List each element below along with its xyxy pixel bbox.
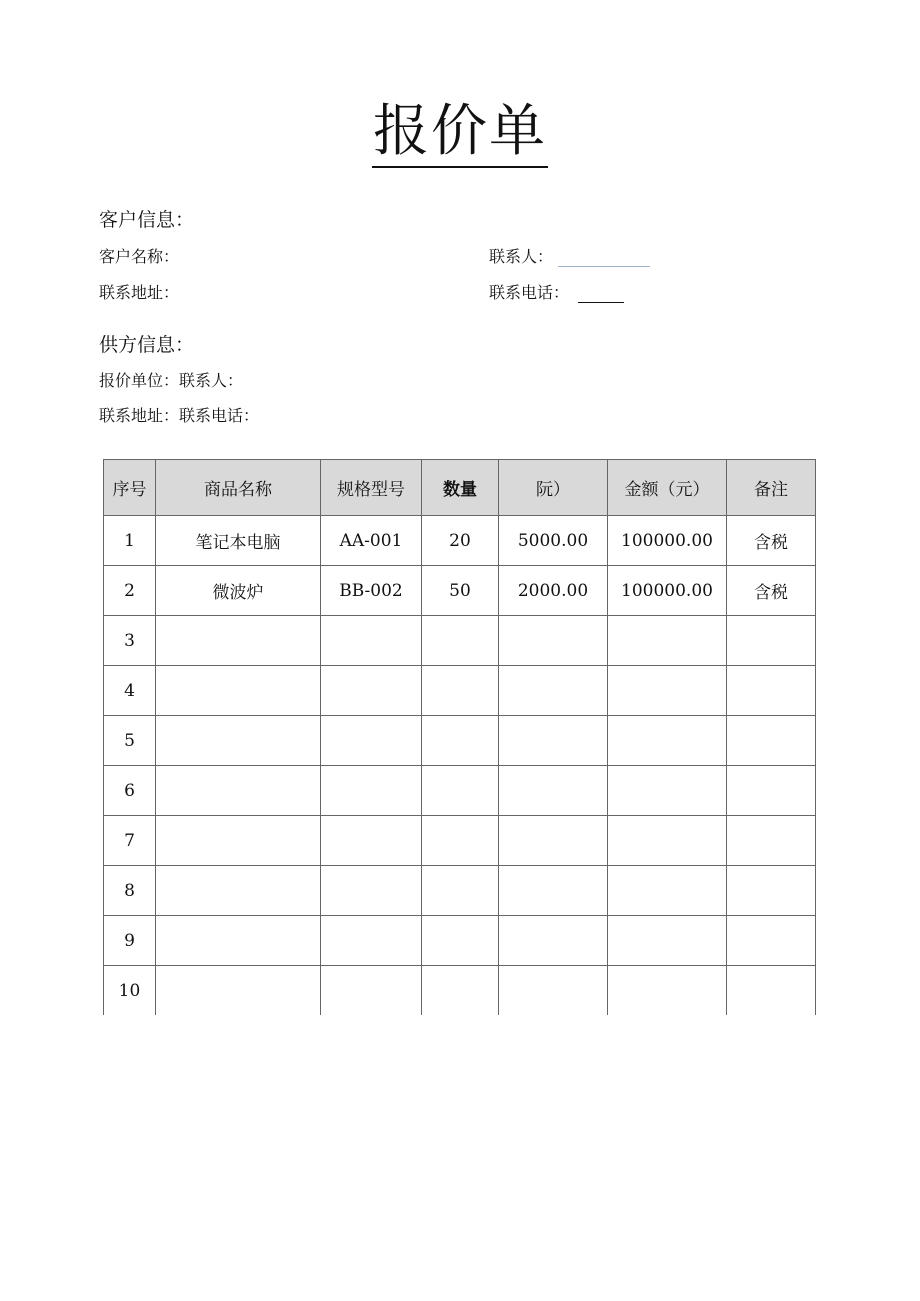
cell-product-name [156,616,321,666]
cell-quantity [422,766,499,816]
customer-address-label: 联系地址： [99,283,180,302]
customer-contact-label: 联系人： [489,247,554,266]
cell-unit-price: 2000.00 [499,566,608,616]
cell-product-name [156,866,321,916]
cell-remark [727,816,816,866]
cell-quantity [422,916,499,966]
quotation-table [103,459,816,1015]
cell-unit-price [499,916,608,966]
cell-product-name [156,816,321,866]
supplier-info-heading: 供方信息： [99,334,195,356]
cell-spec-model [321,816,422,866]
cell-amount [608,766,727,816]
table-row [104,966,816,1016]
cell-amount [608,616,727,666]
header-unit-price: 阮） [499,460,608,516]
table-row [104,766,816,816]
table-row [104,716,816,766]
table-row [104,616,816,666]
table-row [104,866,816,916]
cell-spec-model [321,916,422,966]
cell-quantity [422,616,499,666]
header-spec-model: 规格型号 [321,460,422,516]
cell-spec-model: AA-001 [321,516,422,566]
header-quantity: 数量 [422,460,499,516]
customer-name-label: 客户名称： [99,247,180,266]
cell-product-name: 笔记本电脑 [156,516,321,566]
cell-unit-price [499,816,608,866]
cell-spec-model [321,716,422,766]
cell-spec-model [321,666,422,716]
cell-spec-model [321,766,422,816]
cell-amount [608,666,727,716]
cell-spec-model: BB-002 [321,566,422,616]
header-amount: 金额（元） [608,460,727,516]
cell-product-name: 微波炉 [156,566,321,616]
cell-remark [727,616,816,666]
supplier-unit-contact-line: 报价单位：联系人： [99,371,244,390]
cell-quantity: 50 [422,566,499,616]
cell-spec-model [321,616,422,666]
table-row [104,566,816,616]
cell-amount [608,716,727,766]
cell-unit-price [499,866,608,916]
cell-quantity [422,866,499,916]
customer-phone-label: 联系电话： [489,283,570,302]
cell-index: 7 [104,816,156,866]
cell-index: 3 [104,616,156,666]
cell-quantity [422,816,499,866]
cell-unit-price [499,666,608,716]
cell-amount [608,916,727,966]
cell-remark [727,716,816,766]
cell-amount: 100000.00 [608,566,727,616]
header-product-name: 商品名称 [156,460,321,516]
cell-unit-price: 5000.00 [499,516,608,566]
cell-unit-price [499,716,608,766]
cell-index: 10 [104,966,156,1016]
cell-quantity: 20 [422,516,499,566]
cell-remark: 含税 [727,516,816,566]
cell-remark: 含税 [727,566,816,616]
cell-amount [608,816,727,866]
customer-contact-row [489,244,650,267]
cell-product-name [156,716,321,766]
cell-remark [727,916,816,966]
customer-phone-blank[interactable] [578,285,624,303]
cell-amount [608,866,727,916]
cell-index: 2 [104,566,156,616]
cell-product-name [156,666,321,716]
table-row [104,516,816,566]
cell-amount: 100000.00 [608,516,727,566]
table-row [104,816,816,866]
cell-quantity [422,666,499,716]
header-index: 序号 [104,460,156,516]
cell-product-name [156,966,321,1016]
table-body [104,516,816,1016]
cell-quantity [422,966,499,1016]
cell-spec-model [321,866,422,916]
cell-product-name [156,916,321,966]
table-header-row [104,460,816,516]
customer-info-heading: 客户信息： [99,209,195,231]
table-row [104,666,816,716]
cell-index: 1 [104,516,156,566]
cell-index: 4 [104,666,156,716]
document-title: 报价单 [372,98,548,168]
cell-index: 9 [104,916,156,966]
cell-remark [727,766,816,816]
cell-unit-price [499,766,608,816]
cell-product-name [156,766,321,816]
header-remark: 备注 [727,460,816,516]
cell-index: 5 [104,716,156,766]
cell-unit-price [499,966,608,1016]
table-row [104,916,816,966]
cell-index: 6 [104,766,156,816]
cell-remark [727,666,816,716]
cell-index: 8 [104,866,156,916]
customer-phone-row [489,280,624,303]
cell-amount [608,966,727,1016]
cell-spec-model [321,966,422,1016]
customer-contact-blank[interactable] [558,249,650,267]
cell-quantity [422,716,499,766]
cell-remark [727,966,816,1016]
cell-remark [727,866,816,916]
cell-unit-price [499,616,608,666]
supplier-address-phone-line: 联系地址：联系电话： [99,406,260,425]
document-title-wrap [0,98,920,168]
